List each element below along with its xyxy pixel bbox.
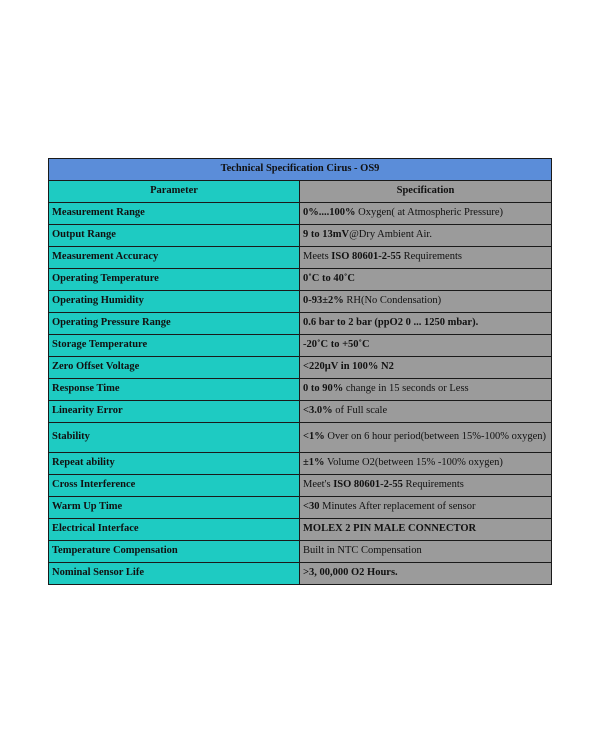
parameter-cell: Repeat ability [49,453,300,475]
table-row [49,401,552,423]
spec-text-segment: Minutes After replacement of sensor [319,501,476,513]
specification-cell [300,423,552,453]
spec-text-segment: -20˚C to +50˚C [303,339,370,351]
spec-text-segment: 0.6 bar to 2 bar (ppO2 0 ... 1250 mbar). [303,317,479,329]
table-row [49,247,552,269]
parameter-cell: Nominal Sensor Life [49,563,300,585]
table-row [49,453,552,475]
table-row [49,519,552,541]
parameter-cell: Stability [49,423,300,453]
table-row [49,225,552,247]
parameter-cell: Operating Pressure Range [49,313,300,335]
table-row [49,423,552,453]
specification-cell [300,563,552,585]
specification-cell [300,379,552,401]
specification-cell [300,269,552,291]
specification-cell [300,313,552,335]
table-title-row [49,159,552,181]
table-row [49,379,552,401]
parameter-cell: Zero Offset Voltage [49,357,300,379]
parameter-cell: Operating Humidity [49,291,300,313]
specification-cell [300,453,552,475]
table-body [49,203,552,585]
table-row [49,313,552,335]
spec-text-segment: 0 to 90% [303,383,344,395]
spec-text-segment: Volume O2(between 15% -100% oxygen) [324,457,503,469]
spec-text-segment: Over on 6 hour period(between 15%-100% oxygen) [324,431,547,443]
table-row [49,475,552,497]
parameter-cell: Operating Temperature [49,269,300,291]
spec-text-segment: ±1% [303,457,325,469]
table-row [49,563,552,585]
spec-text-segment: 0˚C to 40˚C [303,273,355,285]
spec-text-segment: RH(No Condensation) [343,295,442,307]
spec-text-segment: ISO 80601-2-55 [333,479,403,491]
parameter-cell: Storage Temperature [49,335,300,357]
spec-text-segment: Requirements [402,479,464,491]
spec-text-segment: Requirements [401,251,462,263]
specification-cell [300,225,552,247]
table-header-row [49,181,552,203]
specification-cell [300,357,552,379]
spec-table [48,158,552,585]
table-row [49,357,552,379]
spec-text-segment: Meet's [303,479,334,491]
table-row [49,335,552,357]
table-row [49,291,552,313]
parameter-cell: Measurement Range [49,203,300,225]
parameter-header: Parameter [49,181,300,203]
specification-cell [300,203,552,225]
specification-cell [300,519,552,541]
parameter-cell: Measurement Accuracy [49,247,300,269]
spec-text-segment: <1% [303,431,325,443]
spec-text-segment: <3.0% [303,405,333,417]
spec-text-segment: Meets [303,251,332,263]
spec-text-segment: 0-93±2% [303,295,344,307]
parameter-cell: Response Time [49,379,300,401]
spec-text-segment: Oxygen( at Atmospheric Pressure) [355,207,504,219]
parameter-cell: Electrical Interface [49,519,300,541]
specification-cell [300,401,552,423]
specification-cell [300,335,552,357]
parameter-cell: Output Range [49,225,300,247]
parameter-cell: Warm Up Time [49,497,300,519]
spec-text-segment: change in 15 seconds or Less [343,383,469,395]
spec-text-segment: of Full scale [332,405,388,417]
table-title: Technical Specification Cirus - OS9 [49,159,552,181]
table-row [49,269,552,291]
specification-cell [300,291,552,313]
specification-cell [300,475,552,497]
table-row [49,541,552,563]
table-row [49,203,552,225]
spec-text-segment: <30 [303,501,320,513]
parameter-cell: Cross Interference [49,475,300,497]
parameter-cell: Temperature Compensation [49,541,300,563]
spec-text-segment: 9 to 13mV [303,229,350,241]
table-row [49,497,552,519]
spec-text-segment: 0%....100% [303,207,356,219]
specification-cell [300,247,552,269]
specification-cell [300,541,552,563]
spec-text-segment: >3, 00,000 O2 Hours. [303,567,398,579]
specification-cell [300,497,552,519]
spec-text-segment: MOLEX 2 PIN MALE CONNECTOR [303,523,477,535]
spec-text-segment: Built in NTC Compensation [303,545,422,557]
spec-text-segment: <220µV in 100% N2 [303,361,394,373]
specification-header: Specification [300,181,552,203]
spec-text-segment: @Dry Ambient Air. [349,229,432,241]
spec-text-segment: ISO 80601-2-55 [331,251,402,263]
parameter-cell: Linearity Error [49,401,300,423]
